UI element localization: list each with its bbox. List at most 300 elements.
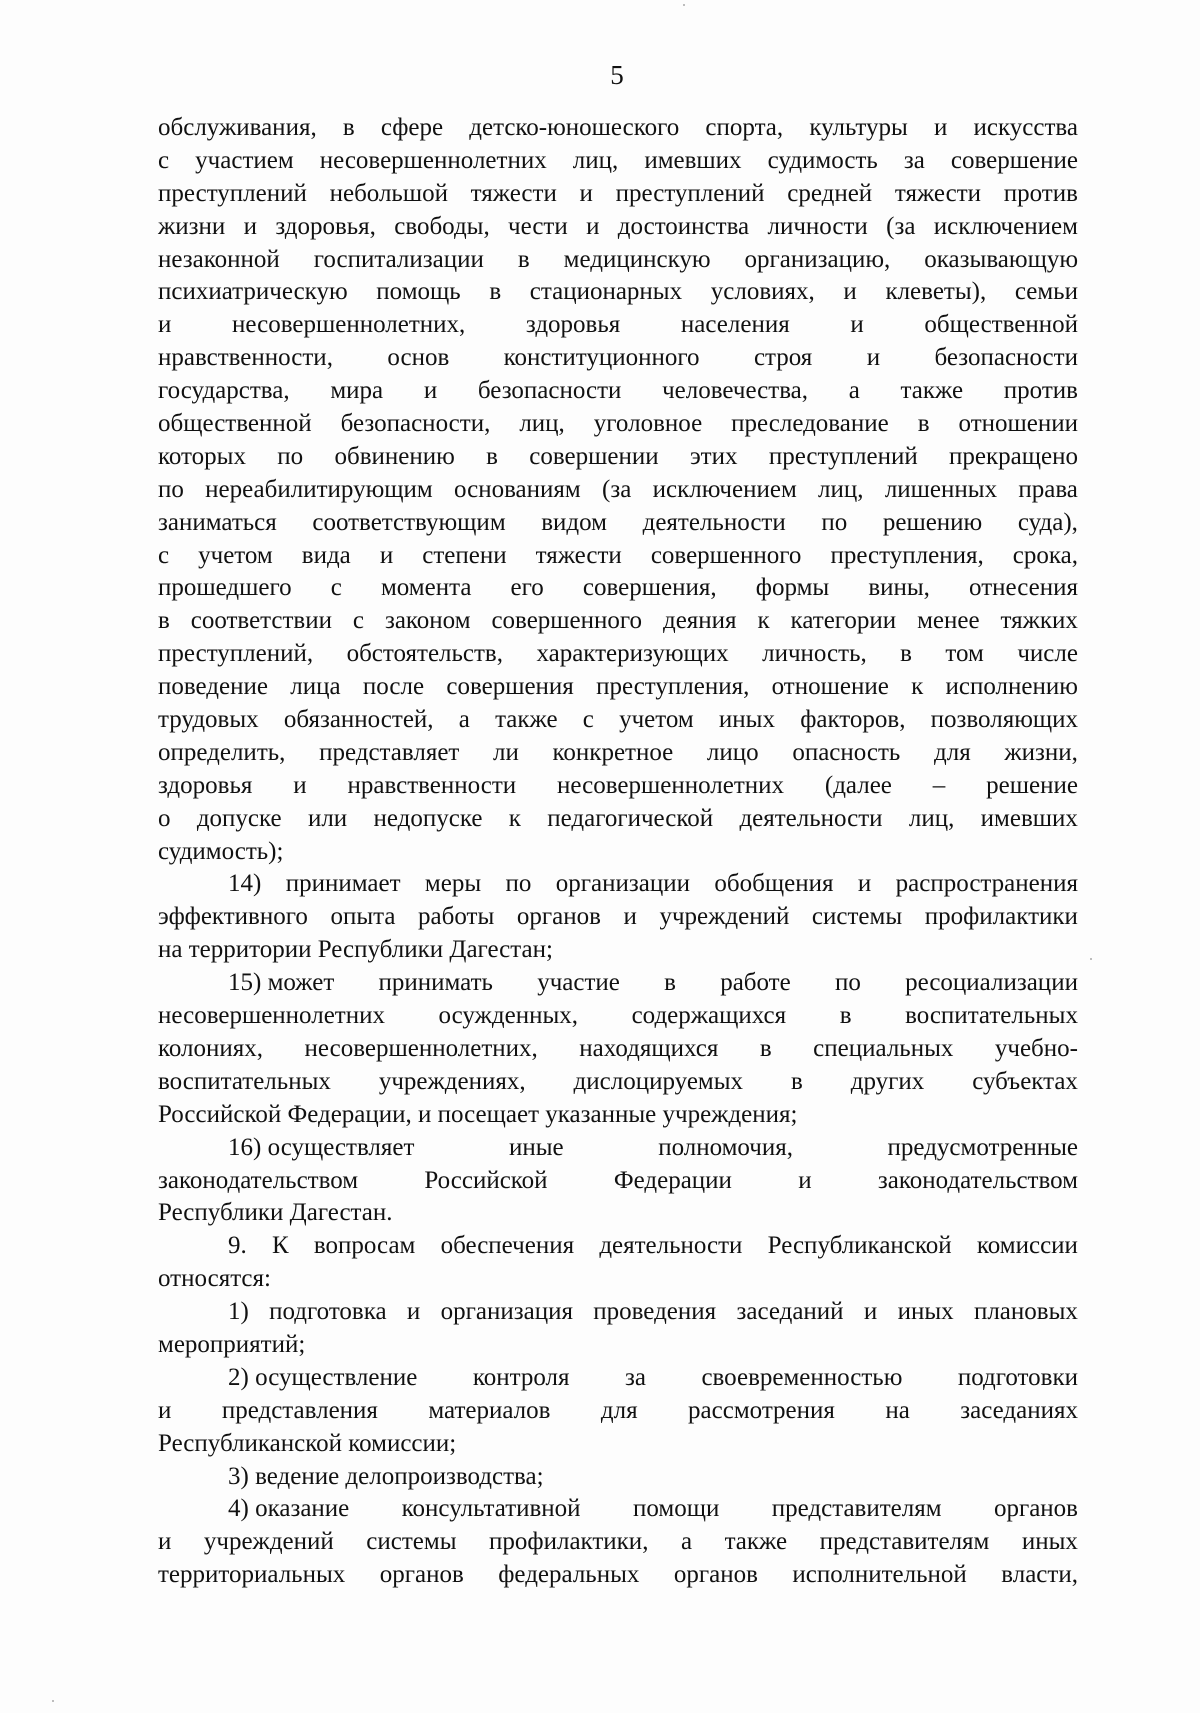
word: меры [424,870,482,898]
text-line [158,211,1078,244]
word: несовершеннолетних [319,146,547,174]
word: и [586,212,600,240]
text-line [158,178,1078,211]
word: и [866,344,881,372]
text-line [158,375,1078,408]
word: содержащихся [631,1002,787,1030]
word: лиц, [519,410,565,438]
word: обобщения [714,870,834,898]
word: безопасности [934,344,1078,372]
word: к [508,804,521,832]
word: совершенного [491,607,643,635]
word: преступлений, [158,640,314,668]
word: в [759,1034,772,1062]
word: и [623,903,637,931]
word: психиатрическую [158,278,348,306]
word: в [486,442,498,470]
text-line [158,671,1078,704]
word: заниматься [158,508,277,536]
word: исключением [652,475,797,503]
word: том [945,640,984,668]
word: в [342,114,355,141]
word: к [911,673,924,701]
word: на [885,1396,910,1424]
word: конституционного [503,344,700,372]
text-line [158,1493,1078,1526]
word: преступлений [768,442,918,470]
word: также [900,377,964,405]
word: тяжести [535,541,622,569]
word: опасность [792,738,901,766]
word: после [362,673,425,701]
text-line [158,605,1078,638]
word: и [933,114,948,141]
text-line [158,1165,1078,1198]
word: сфере [380,114,444,141]
word: общественной [924,311,1078,339]
word: с [582,706,594,734]
text-line [158,1526,1078,1559]
word: преследование [731,410,889,438]
word: достоинства [617,212,750,240]
word: учебно- [994,1034,1078,1062]
word: несовершеннолетних [158,1002,385,1030]
word: учетом [198,541,273,569]
word: ресоциализации [905,969,1078,997]
word: права [1018,475,1078,503]
word: представляет [319,738,460,766]
word: тяжести [470,179,557,207]
word: или [307,804,348,832]
word: срока, [1012,541,1078,569]
word: безопасности, [340,410,491,438]
word: дислоцируемых [573,1067,744,1095]
word: (за [886,212,916,240]
word: по [505,870,532,898]
word: представления [221,1396,378,1424]
word: прошедшего [158,574,292,602]
text-line [158,309,1078,342]
word: нереабилитирующим [205,475,433,503]
word: организацию, [744,245,891,273]
word: этих [689,442,738,470]
word: свободы, [394,212,490,240]
word: допуске [196,804,282,832]
text-line [158,770,1078,803]
text-line [158,901,1078,934]
word: общественной [158,410,312,438]
word: проведения [593,1298,717,1326]
word: в [517,245,530,273]
word: принимать [378,969,493,997]
word: и [158,1528,172,1556]
word: осужденных, [438,1002,578,1030]
word: других [850,1067,925,1095]
word: медицинскую [563,245,711,273]
word: законодательством [158,1166,359,1194]
word: семьи [1014,278,1078,306]
word: характеризующих [536,640,729,668]
word: позволяющих [930,706,1078,734]
word: детско-юношеского [469,114,680,141]
word: исключением [933,212,1078,240]
word: Российской [424,1166,548,1194]
word: вопросам [313,1232,416,1260]
word: для [934,738,971,766]
word: с [352,607,365,635]
word: совершения, [582,574,717,602]
word: иные [508,1133,564,1161]
word: представителям [819,1528,990,1556]
scan-speck [683,4,685,6]
word: представителям [771,1495,942,1523]
word: деятельности [642,508,786,536]
word: обеспечения [440,1232,575,1260]
text-line [158,704,1078,737]
word: воспитательных [158,1067,331,1095]
word: помощи [632,1495,720,1523]
word: и [850,311,864,339]
page-number: 5 [610,60,624,90]
text-line [158,1230,1078,1263]
word: воспитательных [905,1002,1078,1030]
word: лицо [706,738,759,766]
word: и [243,212,257,240]
text-line [158,1066,1078,1099]
word: против [1003,377,1078,405]
word: а [680,1528,693,1556]
text-line [158,1559,1078,1592]
word: личности [767,212,868,240]
word: числе [1017,640,1078,668]
text-line [158,638,1078,671]
word: в [839,1002,852,1030]
word: профилактики [924,903,1078,931]
word: тяжких [1000,607,1078,635]
word: несовершеннолетних [557,771,785,799]
word: факторов, [800,706,906,734]
word: деятельности [599,1232,743,1260]
word: в [790,1067,803,1095]
word: работе [720,969,791,997]
word: органов [673,1561,758,1589]
word: в [489,278,502,306]
word: вида [301,541,351,569]
word: в [664,969,676,997]
word: и [423,377,438,405]
word: преступления, [596,673,750,701]
word: а [458,706,470,734]
word: соответствии [190,607,332,635]
word: определить, [158,738,286,766]
word: подготовка [269,1298,387,1326]
word: совершении [529,442,659,470]
word: стационарных [529,278,683,306]
text-line [158,967,1078,1000]
word: оказывающую [924,245,1078,273]
text-line [158,507,1078,540]
word: заседаниях [960,1396,1078,1424]
text-line [158,572,1078,605]
word: лиц, [908,804,955,832]
word: незаконной [158,245,280,273]
word: иных [718,706,775,734]
text-line [158,1132,1078,1165]
word: и [863,1298,878,1326]
word: и [406,1298,421,1326]
word: несовершеннолетних, [232,311,466,339]
word: в [900,640,912,668]
word: степени [422,541,507,569]
word: имевших [980,804,1078,832]
word: культуры [809,114,908,141]
word: безопасности [477,377,622,405]
word: 9. [228,1232,247,1260]
word: участием [195,146,294,174]
word: комиссии [976,1232,1078,1260]
word: о [158,804,171,832]
word: за [624,1363,646,1391]
word: органов [379,1561,464,1589]
word: судимость [767,146,878,174]
word: ли [493,738,519,766]
word: здоровья [158,771,253,799]
text-line: судимость); [158,837,284,865]
word: человечества, [662,377,809,405]
word: организации [555,870,691,898]
word: клеветы), [885,278,987,306]
text-line: относятся: [158,1265,271,1293]
word: в [158,607,170,635]
word: законом [384,607,471,635]
text-line [158,1296,1078,1329]
word: прекращено [949,442,1078,470]
word: органов [993,1495,1078,1523]
word: иных [897,1298,954,1326]
word: недопуске [373,804,483,832]
word: госпитализации [313,245,484,273]
word: с [158,146,170,174]
word: для [600,1396,638,1424]
text-line: на территории Республики Дагестан; [158,936,553,964]
word: лица [290,673,341,701]
text-line: 3) ведение делопроизводства; [228,1462,544,1490]
text-line [158,244,1078,277]
word: мира [330,377,384,405]
word: средней [787,179,873,207]
word: эффективного [158,903,308,931]
scan-speck [1090,958,1092,960]
word: отношение [771,673,889,701]
word: рассмотрения [688,1396,835,1424]
text-line [158,408,1078,441]
word: принимает [285,870,401,898]
word: преступления, [830,541,984,569]
word: его [510,574,544,602]
word: и [158,1396,172,1424]
word: по [834,969,861,997]
word: полномочия, [658,1133,793,1161]
scan-speck [52,1700,54,1702]
word: формы [755,574,830,602]
word: законодательством [877,1166,1078,1194]
word: опыта [330,903,396,931]
word: уголовное [593,410,703,438]
text-line: Республиканской комиссии; [158,1429,457,1457]
word: а [848,377,860,405]
word: помощь [376,278,461,306]
word: материалов [428,1396,551,1424]
text-line [158,342,1078,375]
word: 1) [228,1298,249,1326]
word: основаниям [453,475,581,503]
word: с [330,574,342,602]
word: строя [753,344,813,372]
word: конкретное [552,738,674,766]
word: совершенного [650,541,802,569]
word: жизни, [1004,738,1078,766]
word: деяния [662,607,737,635]
word: 14) [228,870,262,898]
word: (далее [824,771,892,799]
word: и [798,1166,812,1194]
word: искусства [973,114,1078,141]
word: и [579,179,593,207]
word: категории [790,607,897,635]
text-line [158,803,1078,836]
word: и [379,541,394,569]
word: и [857,870,872,898]
word: консультативной [401,1495,581,1523]
word: и [843,278,857,306]
word: и [293,771,307,799]
word: и [158,311,172,339]
word: находящихся [579,1034,719,1062]
text-line [158,737,1078,770]
text-line [158,276,1078,309]
word: колониях, [158,1034,264,1062]
word: К [271,1232,289,1260]
word: видом [541,508,607,536]
word: системы [811,903,903,931]
word: Федерации [613,1166,732,1194]
word: заседаний [736,1298,844,1326]
word: плановых [973,1298,1078,1326]
word: территориальных [158,1561,346,1589]
word: небольшой [329,179,448,207]
word: контроля [472,1363,570,1391]
word: нравственности, [158,344,333,372]
word: (за [602,475,632,503]
word: иных [1021,1528,1078,1556]
word: момента [380,574,472,602]
word: организация [440,1298,573,1326]
word: к [757,607,770,635]
word: условиях, [710,278,815,306]
word: в [917,410,930,438]
word: также [495,706,558,734]
word: распространения [895,870,1078,898]
word: своевременностью [701,1363,903,1391]
word: личность, [762,640,867,668]
word: вины, [868,574,930,602]
word: жизни [158,212,226,240]
word: преступлений [158,179,307,207]
word: государства, [158,377,290,405]
word: учреждений [203,1528,334,1556]
text-line [158,1000,1078,1033]
word: по [821,508,848,536]
text-line [158,1395,1078,1428]
word: также [724,1528,788,1556]
text-line [158,441,1078,474]
text-line [158,474,1078,507]
word: лишенных [884,475,998,503]
word: системы [366,1528,457,1556]
text-line [158,145,1078,178]
word: учетом [619,706,694,734]
word: менее [917,607,980,635]
word: обслуживания, [158,114,317,141]
word: исполнительной [792,1561,967,1589]
word: поведение [158,673,268,701]
word: обстоятельств, [346,640,503,668]
text-line: мероприятий; [158,1330,306,1358]
word: суда), [1017,508,1078,536]
word: спорта, [705,114,784,141]
word: с [158,541,170,569]
word: здоровья, [275,212,376,240]
word: 15) может [228,969,335,997]
text-line [158,540,1078,573]
word: специальных [813,1034,954,1062]
word: Республиканской [767,1232,952,1260]
word: – [932,771,946,799]
word: обвинению [334,442,455,470]
word: основ [387,344,450,372]
word: против [1003,179,1078,207]
word: решению [882,508,983,536]
word: населения [680,311,790,339]
word: власти, [1001,1561,1078,1589]
word: нравственности [347,771,517,799]
word: лиц, [818,475,864,503]
word: 16) осуществляет [228,1133,415,1161]
document-body [158,112,1078,1592]
word: 2) осуществление [228,1363,418,1391]
word: чести [508,212,568,240]
word: учреждениях, [378,1067,526,1095]
text-line [158,1033,1078,1066]
word: предусмотренные [887,1133,1078,1161]
word: деятельности [739,804,883,832]
word: 4) оказание [228,1495,350,1523]
word: работы [418,903,495,931]
word: решение [986,771,1078,799]
word: здоровья [525,311,621,339]
word: лиц, [572,146,619,174]
word: несовершеннолетних, [304,1034,538,1062]
text-line: Республики Дагестан. [158,1199,393,1227]
word: участие [537,969,620,997]
text-line [158,1362,1078,1395]
text-line [158,112,1078,145]
word: педагогической [547,804,714,832]
word: обязанностей, [283,706,434,734]
word: исполнению [945,673,1078,701]
word: по [158,475,184,503]
word: совершение [950,146,1078,174]
